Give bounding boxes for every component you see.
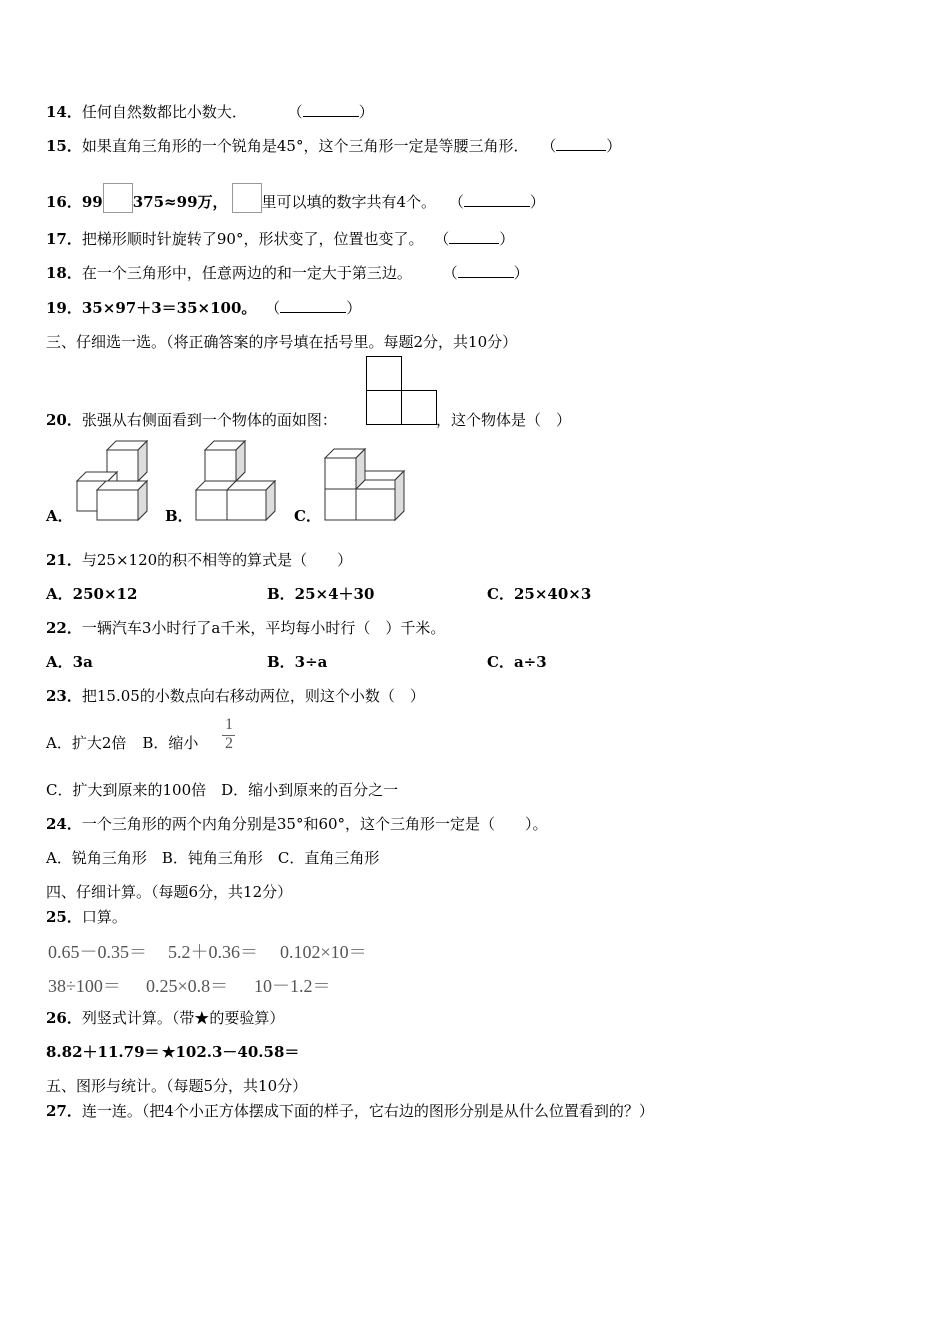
answer-blank[interactable]: [458, 263, 514, 278]
option-c[interactable]: C．25×40×3: [487, 585, 592, 603]
question-23-options-cd[interactable]: C．扩大到原来的100倍 D．缩小到原来的百分之一: [46, 781, 399, 799]
vertical-calc-expr: 8.82＋11.79＝: [46, 1043, 160, 1061]
question-number: 23．: [46, 687, 82, 705]
option-a[interactable]: A．3a: [46, 653, 93, 671]
question-text: 任何自然数都比小数大．: [81, 103, 247, 121]
question-24-options[interactable]: A．锐角三角形 B．钝角三角形 C．直角三角形: [46, 849, 380, 867]
option-a[interactable]: A．250×12: [46, 585, 138, 603]
vertical-calc-expr: ★102.3－40.58＝: [162, 1043, 300, 1061]
option-b[interactable]: B．3÷a: [267, 653, 328, 671]
option-c[interactable]: C．a÷3: [487, 653, 547, 671]
question-text: 如果直角三角形的一个锐角是45°，这个三角形一定是等腰三角形．: [81, 137, 529, 155]
question-text: 列竖式计算。（带★的要验算）: [81, 1009, 285, 1027]
question-25: [46, 907, 127, 927]
question-text: 把15.05的小数点向右移动两位，则这个小数（ ）: [81, 687, 425, 705]
question-19: 19．35×97＋3＝35×100。 （ ）: [46, 299, 362, 317]
question-text: 把梯形顺时针旋转了90°，形状变了，位置也变了。: [81, 230, 424, 248]
mental-calc-item: 0.65－0.35＝: [48, 942, 147, 962]
question-number: 17．: [46, 230, 82, 248]
question-number: 21．: [46, 551, 82, 569]
question-number: 15．: [46, 137, 82, 155]
answer-blank[interactable]: [280, 298, 346, 313]
mental-calc-item: 38÷100＝: [48, 976, 121, 996]
cube-figure-c[interactable]: [324, 448, 408, 524]
question-text: 口算。: [81, 908, 127, 926]
question-18: 18．在一个三角形中，任意两边的和一定大于第三边。 （ ）: [46, 264, 529, 282]
question-number: 19．: [46, 299, 82, 317]
digit-box[interactable]: [103, 183, 133, 213]
mental-calc-item: 5.2＋0.36＝: [168, 942, 258, 962]
section-4-title: 四、仔细计算。（每题6分，共12分）: [46, 883, 293, 901]
cube-figure-a[interactable]: [76, 440, 152, 524]
question-number: 18．: [46, 264, 82, 282]
question-text: 一个三角形的两个内角分别是35°和60°，这个三角形一定是（ ）。: [81, 815, 548, 833]
view-square: [367, 391, 402, 425]
question-text: 与25×120的积不相等的算式是（ ）: [81, 551, 353, 569]
question-21: [46, 550, 352, 570]
question-number: 26．: [46, 1009, 82, 1027]
option-c[interactable]: C．: [294, 507, 321, 525]
option-a[interactable]: A．扩大2倍: [46, 734, 127, 752]
answer-blank[interactable]: [464, 192, 530, 207]
answer-blank[interactable]: [303, 102, 359, 117]
fraction-numerator: 1: [225, 716, 233, 733]
question-number: 20．: [46, 411, 82, 429]
question-16: 16．99 375≈99万， 里可以填的数字共有4个。 （ ）: [46, 183, 545, 213]
question-20-tail: ，这个物体是（ ）: [436, 411, 572, 429]
option-a[interactable]: A．: [46, 507, 73, 525]
mental-calc-item: 0.102×10＝: [280, 942, 367, 962]
question-17: 17．把梯形顺时针旋转了90°，形状变了，位置也变了。 （ ）: [46, 230, 515, 248]
mental-calc-item: 10－1.2＝: [254, 976, 331, 996]
question-23: [46, 686, 425, 706]
question-22: [46, 618, 445, 638]
answer-blank[interactable]: [556, 136, 606, 151]
question-text: 一辆汽车3小时行了a千米，平均每小时行（ ）千米。: [81, 619, 446, 637]
digit-box[interactable]: [232, 183, 262, 213]
question-20: [46, 410, 337, 430]
question-27: [46, 1101, 654, 1121]
question-text: 35×97＋3＝35×100。: [81, 299, 257, 317]
question-26: [46, 1008, 284, 1028]
answer-blank[interactable]: [449, 229, 499, 244]
view-square: [402, 391, 437, 425]
question-number: 25．: [46, 908, 82, 926]
fraction-denominator: 2: [225, 735, 233, 752]
question-number: 27．: [46, 1102, 82, 1120]
view-square: [367, 357, 402, 391]
question-text: 在一个三角形中，任意两边的和一定大于第三边。: [81, 264, 412, 282]
section-5-title: 五、图形与统计。（每题5分，共10分）: [46, 1077, 308, 1095]
question-number: 16．: [46, 193, 82, 211]
question-number: 22．: [46, 619, 82, 637]
question-number: 24．: [46, 815, 82, 833]
question-text: 张强从右侧面看到一个物体的面如图：: [81, 411, 337, 429]
question-24: [46, 814, 548, 834]
question-23-options-ab: [46, 733, 198, 753]
section-3-title: 三、仔细选一选。（将正确答案的序号填在括号里。每题2分，共10分）: [46, 333, 518, 351]
cube-figure-b[interactable]: [195, 440, 277, 524]
option-b[interactable]: B．25×4＋30: [267, 585, 375, 603]
question-14: 14．任何自然数都比小数大． （ ）: [46, 103, 374, 121]
question-15: 15．如果直角三角形的一个锐角是45°，这个三角形一定是等腰三角形． （ ）: [46, 137, 622, 155]
option-b[interactable]: B．: [165, 507, 193, 525]
question-number: 14．: [46, 103, 82, 121]
side-view-figure: [366, 356, 438, 428]
mental-calc-item: 0.25×0.8＝: [146, 976, 229, 996]
option-b[interactable]: B．缩小: [142, 734, 199, 752]
question-text: 连一连。（把4个小正方体摆成下面的样子，它右边的图形分别是从什么位置看到的？）: [81, 1102, 654, 1120]
